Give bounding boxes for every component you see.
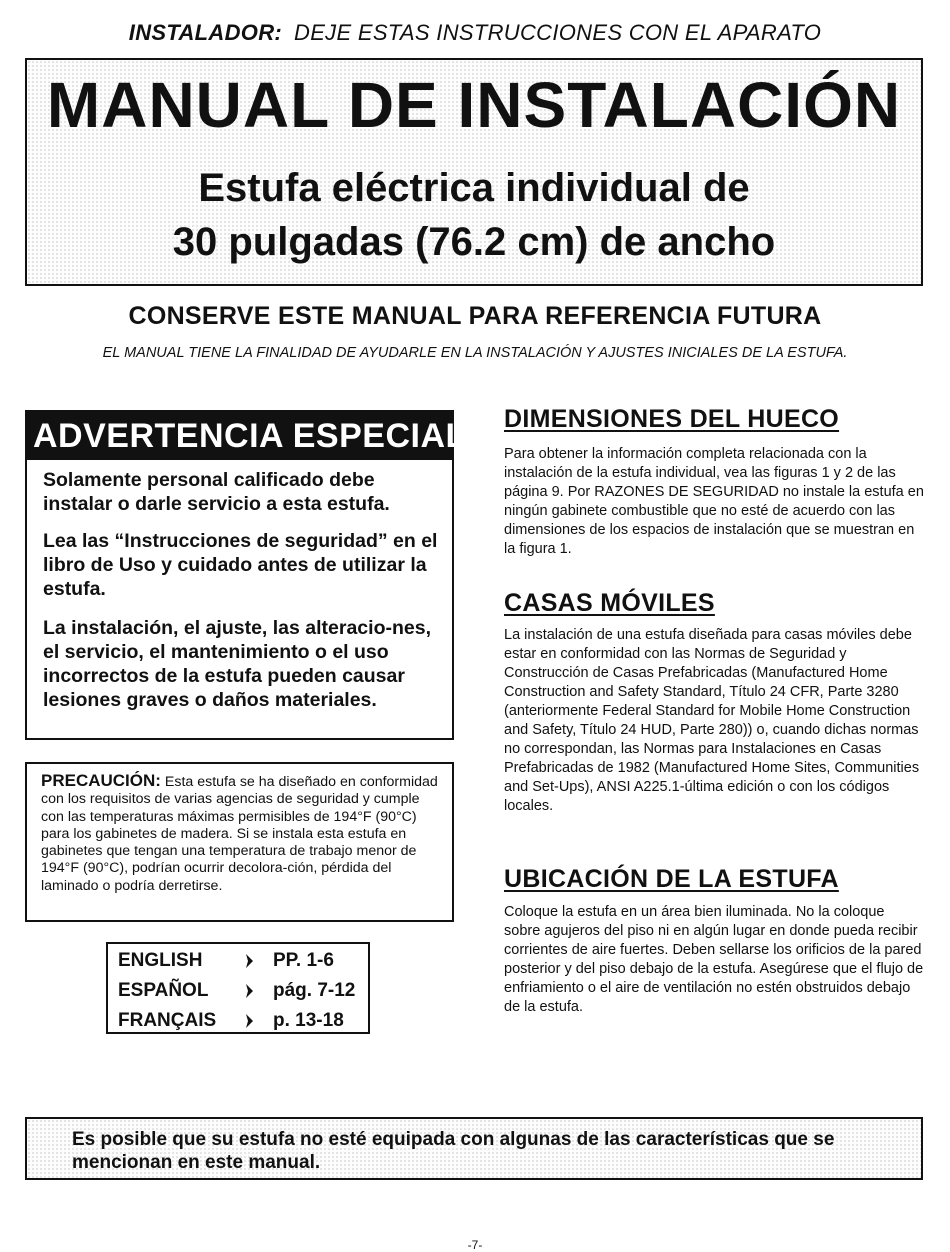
installer-note <box>0 20 950 46</box>
warning-paragraph: Lea las “Instrucciones de seguridad” en el libro de Uso y cuidado antes de utilizar la estufa. <box>43 530 438 600</box>
section-body-dimensiones: Para obtener la información completa relacionada con la instalación de la estufa individual, vea las figuras 1 y 2 de las página 9. Por RAZONES DE SEGURIDAD no instale la estufa en ningún gabinete combustible que no esté de acuerdo con las dimensiones de los espacios de instalación que se muestran en la figura 1. <box>504 446 924 557</box>
section-body-casas-moviles: La instalación de una estufa diseñada para casas móviles debe estar en conformidad con las Normas de Seguridad y Construcción de Casas Prefabricadas (Manufactured Home Construction and Safety Standard, Título 24 CFR, Parte 3280 (anteriormente Federal Standard for Mobile Home Construction and Safety, Título 24 HUD, Parte 280)) o, cuando dichas normas no correspondan, las Normas para Instalaciones en Casas Prefabricadas de 1982 (Manufactured Home Sites, Communities and Set-Ups), ANSI A225.1-última edición o con los códigos locales. <box>504 627 920 814</box>
language-pages: p. 13-18 <box>273 1010 344 1031</box>
language-name: ENGLISH <box>118 950 203 971</box>
subtitle-line-1: Estufa eléctrica individual de <box>198 166 750 210</box>
section-heading-dimensiones: DIMENSIONES DEL HUECO <box>504 405 840 433</box>
arrow-right-icon <box>244 1013 254 1029</box>
caution-box <box>25 762 454 922</box>
language-name: ESPAÑOL <box>118 980 209 1001</box>
warning-paragraph: Solamente personal calificado debe instalar o darle servicio a esta estufa. <box>43 469 390 515</box>
arrow-right-icon <box>244 983 254 999</box>
features-note-box <box>25 1117 923 1180</box>
manual-purpose-note: EL MANUAL TIENE LA FINALIDAD DE AYUDARLE EN LA INSTALACIÓN Y AJUSTES INICIALES DE LA ESTUFA. <box>102 345 848 361</box>
warning-heading: ADVERTENCIA ESPECIAL <box>27 412 452 460</box>
section-heading-casas-moviles: CASAS MÓVILES <box>504 589 715 617</box>
subtitle-line-2: 30 pulgadas (76.2 cm) de ancho <box>172 220 776 264</box>
title-box <box>25 58 923 286</box>
installer-text: DEJE ESTAS INSTRUCCIONES CON EL APARATO <box>294 20 822 45</box>
warning-paragraph: La instalación, el ajuste, las alteracio-nes, el servicio, el mantenimiento o el uso incorrectos de la estufa pueden causar lesiones graves o daños materiales. <box>43 617 431 711</box>
conserve-heading: CONSERVE ESTE MANUAL PARA REFERENCIA FUTURA <box>128 302 822 330</box>
arrow-right-icon <box>244 953 254 969</box>
section-body-ubicacion: Coloque la estufa en un área bien iluminada. No la coloque sobre agujeros del piso ni en algún lugar en donde pueda recibir corrientes de aire fuertes. Deben sellarse los orificios de la pared posterior y del piso debajo de la estufa. Asegúrese que el flujo de enfriamiento o el aire de ventilación no estén obstruidos debajo de la estufa. <box>504 904 924 1015</box>
caution-text: Esta estufa se ha diseñado en conformidad con los requisitos de varias agencias de seguridad y cumple con las temperaturas máximas permisibles de 194°F (90°C) para los gabinetes de madera. Si se instala esta estufa en gabinetes que tengan una temperatura de trabajo menor de 194°F (90°C), podrían ocurrir decolora-ción, pérdida del laminado o podría derretirse. <box>41 774 438 894</box>
language-name: FRANÇAIS <box>118 1010 217 1031</box>
special-warning-box <box>25 410 467 740</box>
features-note: Es posible que su estufa no esté equipada con algunas de las características que se mencionan en este manual. <box>72 1129 835 1173</box>
installer-label: INSTALADOR: <box>128 20 283 45</box>
section-heading-ubicacion: UBICACIÓN DE LA ESTUFA <box>504 865 839 893</box>
language-pages: pág. 7-12 <box>273 980 356 1001</box>
page-number: -7- <box>467 1238 483 1252</box>
language-pages: PP. 1-6 <box>273 950 334 971</box>
page-title: MANUAL DE INSTALACIÓN <box>46 69 902 141</box>
caution-label: PRECAUCIÓN: <box>41 771 161 790</box>
language-index <box>106 942 370 1034</box>
